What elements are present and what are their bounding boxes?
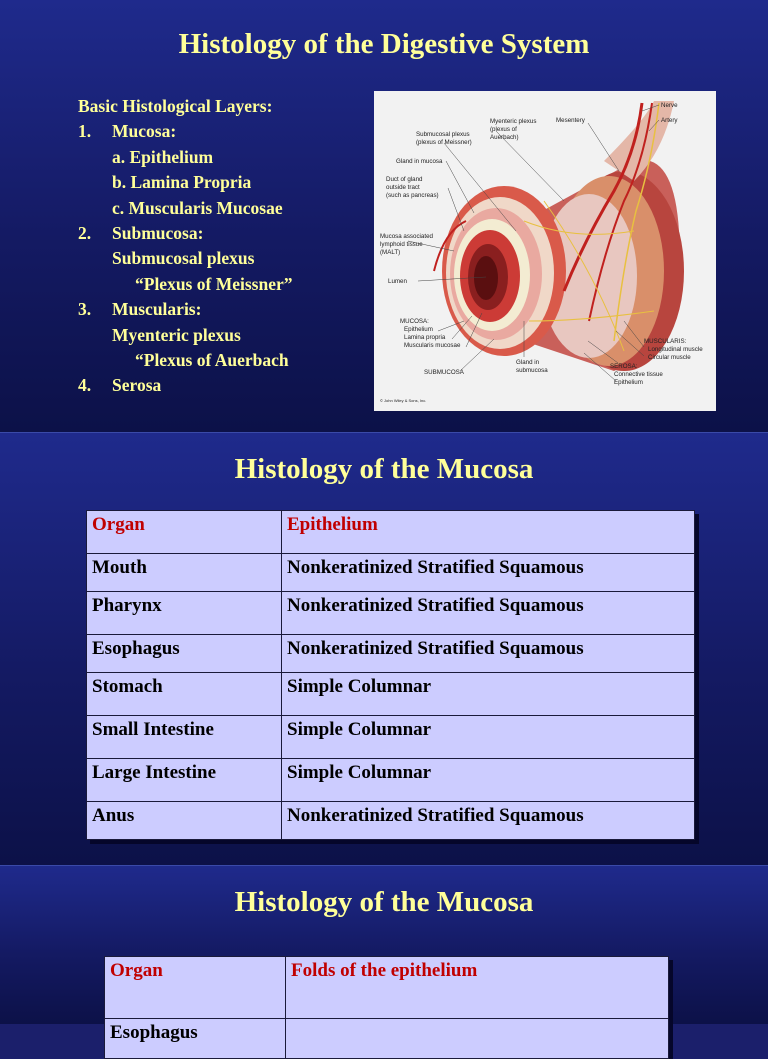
svg-text:Longitudinal muscle: Longitudinal muscle xyxy=(648,346,703,353)
table-row xyxy=(87,635,695,673)
table-cell: Simple Columnar xyxy=(282,716,695,759)
label-artery: Artery xyxy=(661,117,678,124)
svg-text:(MALT): (MALT) xyxy=(380,249,401,256)
table-row xyxy=(87,759,695,802)
list-subitem: “Plexus of Meissner” xyxy=(135,273,293,294)
label-lumen: Lumen xyxy=(388,278,407,285)
table-cell: Esophagus xyxy=(87,635,282,673)
svg-text:lymphoid tissue: lymphoid tissue xyxy=(380,241,423,248)
slide-title: Histology of the Mucosa xyxy=(234,453,534,485)
label-myenteric: Myenteric plexus xyxy=(490,118,537,125)
table-cell: Anus xyxy=(87,802,282,840)
svg-text:(such as pancreas): (such as pancreas) xyxy=(386,192,439,199)
list-item: 1. Mucosa: xyxy=(78,121,177,142)
list-subitem: b. Lamina Propria xyxy=(112,172,252,193)
svg-text:outside tract: outside tract xyxy=(386,184,420,191)
table-cell: Simple Columnar xyxy=(282,759,695,802)
list-subitem: c. Muscularis Mucosae xyxy=(112,197,283,218)
table-cell xyxy=(286,1019,669,1059)
table-cell: Nonkeratinized Stratified Squamous xyxy=(282,554,695,592)
slide-mucosa-folds xyxy=(0,866,768,1043)
table-row xyxy=(105,1019,669,1059)
svg-text:Auerbach): Auerbach) xyxy=(490,134,519,141)
slide-digestive-histology xyxy=(0,0,768,432)
epithelium-table xyxy=(86,510,695,840)
list-item: 2. Submucosa: xyxy=(78,223,204,244)
table-header-row xyxy=(105,957,669,1019)
svg-text:Muscularis mucosae: Muscularis mucosae xyxy=(404,342,461,349)
list-item: 3. Muscularis: xyxy=(78,299,202,320)
label-duct: Duct of gland xyxy=(386,176,423,183)
list-item: 4. Serosa xyxy=(78,375,162,396)
label-submucosa: SUBMUCOSA xyxy=(424,369,464,376)
column-header-organ: Organ xyxy=(105,957,286,1019)
label-malt: Mucosa associated xyxy=(380,233,433,240)
label-submucosal-plexus: Submucosal plexus xyxy=(416,131,470,138)
table-row xyxy=(87,554,695,592)
table-cell: Nonkeratinized Stratified Squamous xyxy=(282,802,695,840)
column-header-epithelium: Epithelium xyxy=(282,511,695,554)
list-subitem: “Plexus of Auerbach xyxy=(135,350,289,371)
table-row xyxy=(87,716,695,759)
table-cell: Nonkeratinized Stratified Squamous xyxy=(282,592,695,635)
svg-text:submucosa: submucosa xyxy=(516,367,548,374)
label-copyright: © John Wiley & Sons, Inc. xyxy=(380,398,427,403)
folds-table xyxy=(104,956,669,1059)
layers-list xyxy=(78,94,292,399)
table-cell: Simple Columnar xyxy=(282,673,695,716)
svg-text:Circular muscle: Circular muscle xyxy=(648,354,691,361)
list-subitem: Submucosal plexus xyxy=(112,248,255,269)
label-mucosa: MUCOSA: xyxy=(400,318,429,325)
slide-title: Histology of the Mucosa xyxy=(234,886,534,918)
table-row xyxy=(87,673,695,716)
slide-mucosa-epithelium xyxy=(0,433,768,865)
svg-text:(plexus of: (plexus of xyxy=(490,126,517,133)
table-cell: Stomach xyxy=(87,673,282,716)
svg-text:Connective tissue: Connective tissue xyxy=(614,371,663,378)
svg-text:Epithelium: Epithelium xyxy=(404,326,433,333)
table-cell: Mouth xyxy=(87,554,282,592)
table-header-row xyxy=(87,511,695,554)
column-header-organ: Organ xyxy=(87,511,282,554)
list-subitem: a. Epithelium xyxy=(112,146,214,167)
label-serosa: SEROSA: xyxy=(610,363,638,370)
slide-title: Histology of the Digestive System xyxy=(178,28,590,60)
table-cell: Pharynx xyxy=(87,592,282,635)
table-cell: Small Intestine xyxy=(87,716,282,759)
label-mesentery: Mesentery xyxy=(556,117,585,124)
label-gland-submucosa: Gland in xyxy=(516,359,540,366)
label-muscularis: MUSCULARIS: xyxy=(644,338,687,345)
svg-text:Lamina propria: Lamina propria xyxy=(404,334,446,341)
table-cell: Nonkeratinized Stratified Squamous xyxy=(282,635,695,673)
gi-tract-cross-section-illustration xyxy=(374,91,716,411)
table-cell: Esophagus xyxy=(105,1019,286,1059)
label-gland-mucosa: Gland in mucosa xyxy=(396,158,443,165)
table-row xyxy=(87,592,695,635)
label-nerve: Nerve xyxy=(661,102,678,109)
table-row xyxy=(87,802,695,840)
table-cell: Large Intestine xyxy=(87,759,282,802)
list-subitem: Myenteric plexus xyxy=(112,324,241,345)
svg-text:(plexus of Meissner): (plexus of Meissner) xyxy=(416,139,472,146)
svg-text:Epithelium: Epithelium xyxy=(614,379,643,386)
column-header-folds: Folds of the epithelium xyxy=(286,957,669,1019)
layers-heading: Basic Histological Layers: xyxy=(78,96,273,116)
